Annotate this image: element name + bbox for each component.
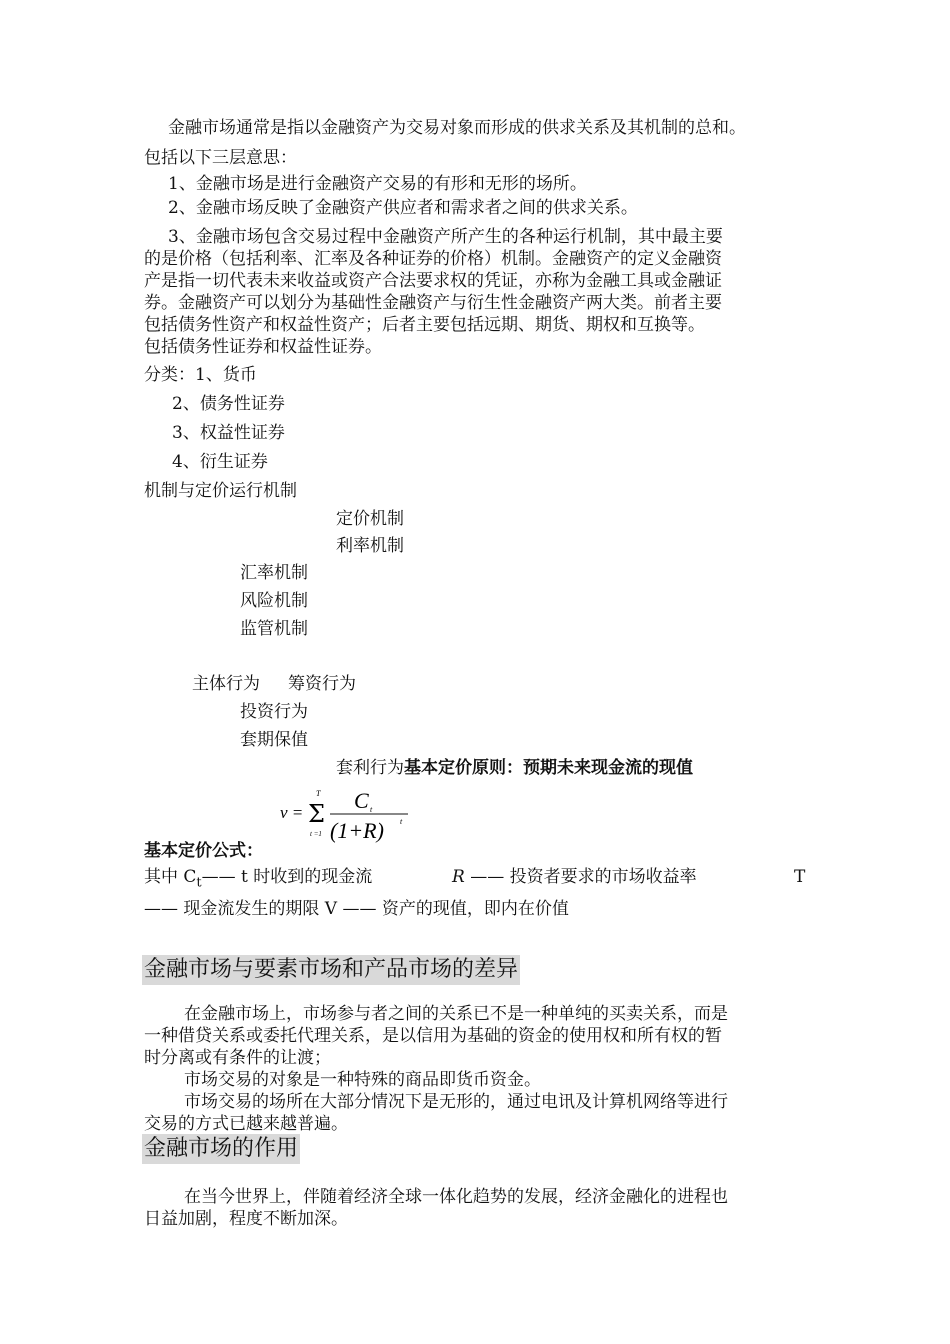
intro-item-2: 2、金融市场反映了金融资产供应者和需求者之间的供求关系。 [168, 198, 638, 218]
formula-numerator-sub: t [370, 805, 373, 814]
formula-numerator: C [354, 788, 369, 813]
definition-t-and-v: —— 现金流发生的期限 V —— 资产的现值，即内在价值 [144, 899, 569, 919]
definition-r: R —— 投资者要求的市场收益率 [452, 867, 697, 887]
section-heading-differences: 金融市场与要素市场和产品市场的差异 [142, 955, 520, 985]
section2-para1-line1: 在当今世界上，伴随着经济全球一体化趋势的发展，经济金融化的进程也 [184, 1187, 728, 1207]
intro-line-1: 金融市场通常是指以金融资产为交易对象而形成的供求关系及其机制的总和。 [168, 118, 746, 138]
mechanism-risk: 风险机制 [240, 591, 308, 611]
mechanism-interest-rate: 利率机制 [336, 536, 404, 556]
classification-item-4: 4、衍生证券 [172, 452, 268, 472]
section1-para1-line2: 一种借贷关系或委托代理关系，是以信用为基础的资金的使用权和所有权的暂 [144, 1026, 722, 1046]
formula-denominator: (1+R) [330, 818, 384, 843]
mechanism-regulation: 监管机制 [240, 619, 308, 639]
intro-item-1: 1、金融市场是进行金融资产交易的有形和无形的场所。 [168, 174, 587, 194]
section1-para3-line2: 交易的方式已越来越普遍。 [144, 1114, 348, 1134]
mechanism-heading: 机制与定价运行机制 [144, 481, 297, 501]
section1-para1-line3: 时分离或有条件的让渡； [144, 1048, 331, 1068]
section2-para1-line2: 日益加剧，程度不断加深。 [144, 1209, 348, 1229]
formula-denominator-sup: t [400, 817, 403, 826]
formula-sum-top: T [316, 789, 321, 798]
behavior-financing: 筹资行为 [288, 674, 356, 694]
behavior-investing: 投资行为 [240, 702, 308, 722]
intro-item-3-line-2: 的是价格（包括利率、汇率及各种证券的价格）机制。金融资产的定义金融资 [144, 249, 722, 269]
classification-item-3: 3、权益性证券 [172, 423, 285, 443]
behavior-arbitrage: 套利行为基本定价原则：预期未来现金流的现值 [336, 758, 693, 778]
mechanism-pricing: 定价机制 [336, 509, 404, 529]
formula-label: 基本定价公式： [144, 841, 263, 861]
pricing-formula [280, 786, 420, 846]
intro-line-2: 包括以下三层意思： [144, 148, 297, 168]
mechanism-exchange-rate: 汇率机制 [240, 563, 308, 583]
definition-c: 其中 $C_t——$ t 时收到的现金流 [144, 867, 373, 891]
formula-lhs: v = [280, 803, 304, 822]
classification-item-2: 2、债务性证券 [172, 394, 285, 414]
intro-item-3-line-1: 3、金融市场包含交易过程中金融资产所产生的各种运行机制，其中最主要 [168, 227, 723, 247]
section1-para1-line1: 在金融市场上，市场参与者之间的关系已不是一种单纯的买卖关系，而是 [184, 1004, 728, 1024]
behavior-subject: 主体行为 [192, 674, 260, 694]
section1-para2: 市场交易的对象是一种特殊的商品即货币资金。 [184, 1070, 541, 1090]
pricing-principle: 基本定价原则：预期未来现金流的现值 [404, 758, 693, 778]
section1-para3-line1: 市场交易的场所在大部分情况下是无形的，通过电讯及计算机网络等进行 [184, 1092, 728, 1112]
definition-t-symbol: T [794, 867, 806, 887]
intro-item-3-line-4: 券。金融资产可以划分为基础性金融资产与衍生性金融资产两大类。前者主要 [144, 293, 722, 313]
section-heading-functions: 金融市场的作用 [142, 1134, 300, 1164]
formula-sigma: Σ [308, 800, 325, 828]
intro-item-3-line-5: 包括债务性资产和权益性资产；后者主要包括远期、期货、期权和互换等。 [144, 315, 705, 335]
formula-sum-bottom: t =1 [310, 830, 322, 838]
intro-item-3-line-6: 包括债务性证券和权益性证券。 [144, 337, 382, 357]
behavior-hedging: 套期保值 [240, 730, 308, 750]
intro-item-3-line-3: 产是指一切代表未来收益或资产合法要求权的凭证，亦称为金融工具或金融证 [144, 271, 722, 291]
classification-item-1: 分类：1、货币 [144, 365, 257, 385]
